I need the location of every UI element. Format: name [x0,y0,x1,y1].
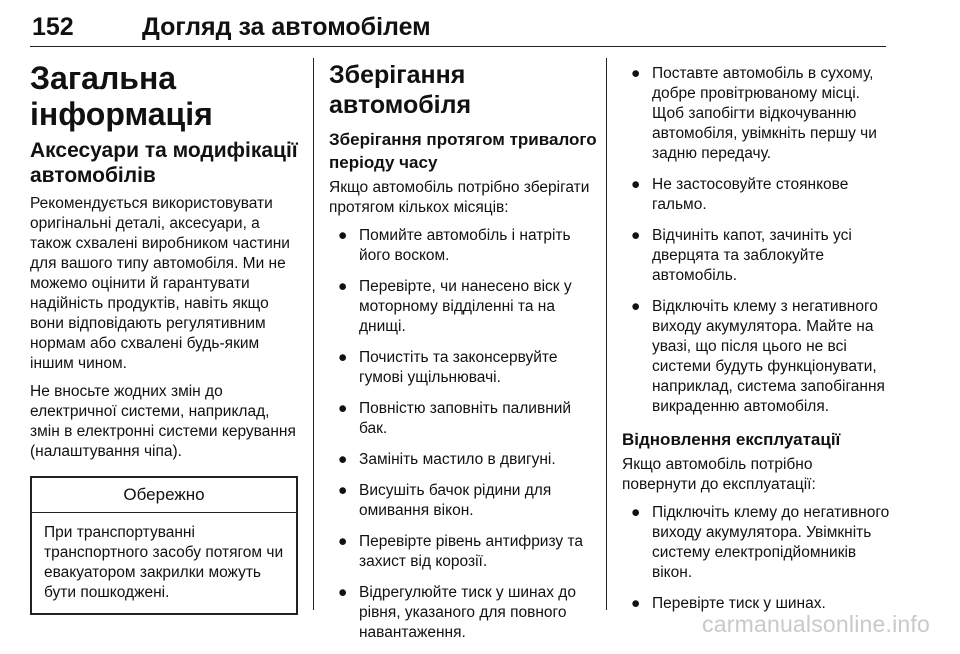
list-item: ● Не застосовуйте стоянкове гальмо. [631,176,849,213]
list-item: ● Повністю заповніть паливний бак. [338,400,572,437]
bullet-icon: ● [338,278,348,295]
bullet-icon: ● [338,533,348,550]
list-item: ● Перевірте рівень антифризу та захист від корозії. [338,533,584,570]
section-title-general: Загальна інформація [30,60,213,132]
bullet-icon: ● [338,451,348,468]
bullet-icon: ● [338,349,348,366]
column-storage [329,60,597,654]
list-item: ● Поставте автомобіль в сухому, добре провітрюваному місці. Щоб запобігти відкочуванню автомобіля, увімкніть першу чи задню передачу. [631,65,877,162]
page-number: 152 [32,13,74,41]
bullet-icon: ● [631,227,641,244]
recommission-list [622,503,890,614]
subsection-title-long-storage: Зберігання протягом тривалого періоду часу [329,130,597,172]
column-divider-2 [606,58,607,610]
caution-title: Обережно [32,478,296,513]
caution-text: При транспортуванні транспортного засобу потягом чи евакуатором закрилки можуть бути пошкоджені. [44,524,284,601]
section-title-storage: Зберігання автомобіля [329,61,472,119]
list-item: ● Почистіть та законсервуйте гумові ущільнювачі. [338,349,558,386]
list-item: ● Перевірте тиск у шинах. [631,595,826,612]
paragraph-electrical: Не вносьте жодних змін до електричної системи, наприклад, змін в електронні системи керування (налаштування чіпа). [30,383,296,460]
storage-list [329,226,597,643]
subsection-title-accessories: Аксесуари та модифікації автомобілів [30,139,298,187]
list-item: ● Підключіть клему до негативного виходу акумулятора. Увімкніть систему електропідйомників вікон. [631,504,890,581]
bullet-icon: ● [631,595,641,612]
paragraph-storage-intro: Якщо автомобіль потрібно зберігати протягом кількох місяців: [329,179,590,216]
watermark: carmanualsonline.info [702,611,930,637]
chapter-title: Догляд за автомобілем [142,13,431,41]
subsection-title-recommission: Відновлення експлуатації [622,430,841,449]
bullet-icon: ● [338,482,348,499]
bullet-icon: ● [338,227,348,244]
paragraph-recommission-intro: Якщо автомобіль потрібно повернути до експлуатації: [622,456,816,493]
bullet-icon: ● [338,584,348,601]
bullet-icon: ● [338,400,348,417]
bullet-icon: ● [631,176,641,193]
column-storage-continued [622,64,890,625]
list-item: ● Замініть мастило в двигуні. [338,451,556,468]
paragraph-accessories: Рекомендується використовувати оригінальні деталі, аксесуари, а також схвалені виробником частини для вашого типу автомобіля. Ми не можемо оцінити й гарантувати надійність продуктів, навіть якщо вони відповідають регулятивним нормам або схвалені будь-яким іншим чином. [30,195,290,372]
list-item: ● Відключіть клему з негативного виходу акумулятора. Майте на увазі, що після цього не всі системи будуть функціонувати, наприклад, система запобігання викраденню автомобіля. [631,298,885,415]
list-item: ● Відчиніть капот, зачиніть усі дверцята та заблокуйте автомобіль. [631,227,852,284]
list-item: ● Відрегулюйте тиск у шинах до рівня, указаного для повного навантаження. [338,584,576,641]
page-header [30,6,886,47]
bullet-icon: ● [631,504,641,521]
column-general-info [30,60,302,615]
list-item: ● Перевірте, чи нанесено віск у моторному відділенні та на днищі. [338,278,572,335]
bullet-icon: ● [631,65,641,82]
list-item: ● Помийте автомобіль і натріть його воском. [338,227,571,264]
caution-box [30,476,298,615]
list-item: ● Висушіть бачок рідини для омивання вікон. [338,482,552,519]
bullet-icon: ● [631,298,641,315]
storage-list-continued [622,64,890,417]
column-divider-1 [313,58,314,610]
